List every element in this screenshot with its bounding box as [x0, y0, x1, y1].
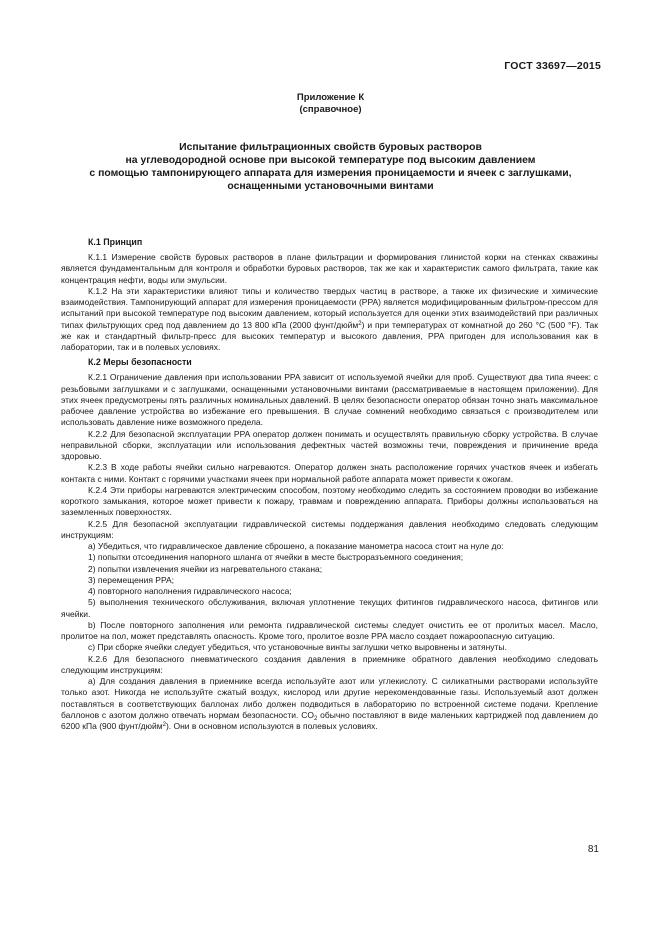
document-title [60, 141, 601, 193]
paragraph-k-2-6: К.2.6 Для безопасного пневматического создания давления в приемнике обратного давления необходимо следовать следующим инструкциям: [61, 653, 598, 675]
annex-subtitle: (справочное) [299, 104, 362, 115]
title-line: Испытание фильтрационных свойств буровых растворов [179, 142, 482, 153]
paragraph-text: ) и при температурах от комнатной до 260 °С (500 °F). Так же как и стандартный фильтр-пресс для высоких температур и высокого давления, PPA пригоден для использования как в лаборатории, так и в полевых условиях. [61, 319, 599, 352]
title-line: оснащенными установочными винтами [227, 181, 434, 192]
list-item-a: а) Убедиться, что гидравлическое давление сброшено, а показание манометра насоса стоит на нуле до: [88, 541, 504, 551]
list-item: 1) попытки отсоединения напорного шланга от ячейки в месте быстроразъемного соединения; [88, 552, 464, 563]
list-item-5: 5) выполнения технического обслуживания, включая уплотнение текущих фитингов гидравлического насоса, фитингов или ячейки. [61, 597, 598, 619]
annex-title: Приложение К [296, 92, 365, 103]
paragraph-text: обычно поставляют в виде маленьких картриджей под давлением до 6200 кПа (900 фунт/дюйм [61, 709, 598, 731]
standard-code: ГОСТ 33697—2015 [504, 60, 601, 72]
paragraph-k-1-1: К.1.1 Измерение свойств буровых растворов в плане фильтрации и формирования глинистой корки на стенках скважины является фундаментальным для контроля и обработки буровых растворов, так же как и характеристик самого фильтрата, такие как концентрация нефти, воды или эмульсии. [61, 252, 598, 285]
paragraph-text: ). Они в основном используются в полевых условиях. [165, 721, 378, 731]
list-item-c: с) При сборке ячейки следует убедиться, что установочные винты заглушки четко выровнены и затянуты. [88, 642, 507, 653]
superscript: 2 [358, 320, 362, 327]
paragraph-text: а) Для создания давления в приемнике всегда используйте азот или углекислоту. С силикатными растворами используйте только азот. Никогда не используйте сжатый воздух, кислород или другие нерекомендованные газы. Используемый азот должен поставляться в соответствующих баллонах либо должен подводиться в лабораторию по встроенной системе подачи. Крепление баллонов с азотом должно отвечать нормам безопасности. CO [61, 676, 598, 720]
subscript: 2 [313, 715, 318, 722]
list-item-a-gas [61, 676, 598, 732]
paragraph-k-2-3: К.2.3 В ходе работы ячейки сильно нагреваются. Оператор должен знать расположение горячих участков ячеек и избегать контакта с ними. Контакт с горячими участками ячеек при нормальной работе аппарата может привести к ожогам. [61, 462, 598, 484]
section-heading-safety: К.2 Меры безопасности [88, 357, 192, 368]
paragraph-k-2-1: К.2.1 Ограничение давления при использовании PPA зависит от используемой ячейки для проб. Существуют два типа ячеек: с резьбовыми заглушками и с заглушками, оснащенными установочными винтами (рассматриваемые в настоящем приложении). Для этих ячеек предусмотрены пять различных номинальных давлений. В целях безопасности оператор обязан точно знать максимальное рабочее давление устройства во избежание его превышения. В случае сомнений необходимо связаться с производителем или использовать давление ниже возможного предела. [61, 372, 598, 428]
superscript: 2 [162, 722, 166, 728]
page-number: 81 [587, 844, 599, 855]
paragraph-k-2-4: К.2.4 Эти приборы нагреваются электрическим способом, поэтому необходимо следить за состоянием проводки во избежание короткого замыкания, которое может привести к пожару, травмам и повреждению аппарата. Приборы должны использоваться на заземленных поверхностях. [61, 484, 598, 518]
paragraph-k-1-2 [61, 286, 598, 354]
document-body [61, 237, 599, 732]
title-line: на углеводородной основе при высокой температуре под высоким давлением [125, 155, 536, 166]
list-item: 3) перемещения PPA; [88, 574, 175, 585]
list-item-b: b) После повторного заполнения или ремонта гидравлической системы следует очистить ее от пролитых масел. Масло, пролитое на пол, может представлять опасность. Кроме того, пролитое возле PPA масло создает пожароопасную ситуацию. [61, 619, 598, 641]
paragraph-text: К.1.2 На эти характеристики влияют типы и количество твердых частиц в растворе, а также их физические и химические взаимодействия. Тампонирующий аппарат для измерения проницаемости (PPA) является модифицированным фильтром-прессом для испытаний при высокой температуре под высоким давлением, который используется для оценки этих взаимодействий при различных типах фильтрующих сред под давлением до 13 800 кПа (2000 фунт/дюйм [61, 285, 598, 330]
paragraph-k-2-2: К.2.2 Для безопасной эксплуатации PPA оператор должен понимать и осуществлять правильную сборку устройства. В случае неправильной сборки, эксплуатации или использования дефектных частей возможны течи, повреждения и причинение вреда здоровью. [61, 428, 598, 461]
paragraph-k-2-5: К.2.5 Для безопасной эксплуатации гидравлической системы поддержания давления необходимо следовать следующим инструкциям: [61, 518, 598, 540]
section-heading-principle: К.1 Принцип [88, 237, 143, 247]
title-line: с помощью тампонирующего аппарата для измерения проницаемости и ячеек с заглушками, [89, 168, 572, 179]
list-item: 2) попытки извлечения ячейки из нагревательного стакана; [88, 563, 323, 574]
list-item: 4) повторного наполнения гидравлического насоса; [88, 586, 292, 596]
